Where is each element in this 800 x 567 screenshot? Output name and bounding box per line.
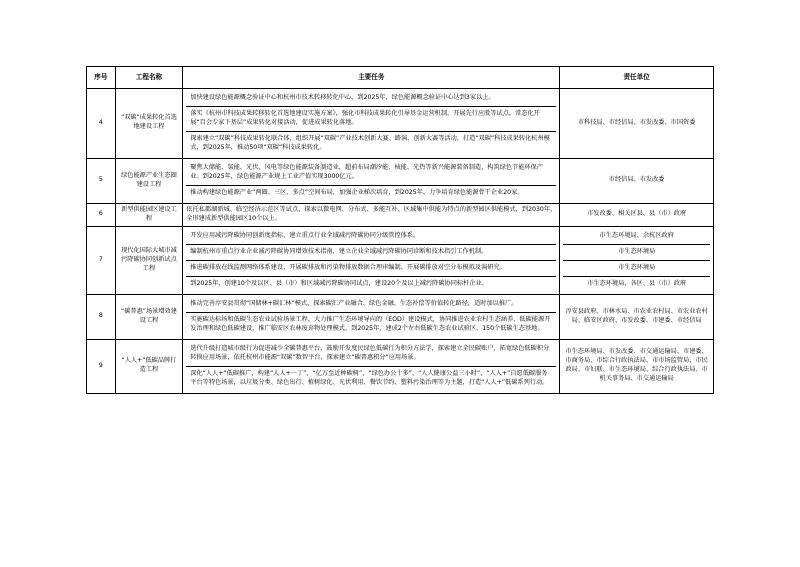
- task-item: 编制杭州市重点行业企业减污降碳协同增效技术指南，建立企业全域减污降碳协同诊断和技术指引工作机制。: [186, 244, 556, 260]
- task-item: 实施碳达标场和低碳生态农业试验场景工程，大力推广生态环境导向的（EOD）建设模式，协同推进农业农村生态涵养、低碳能源开发治理和绿色低碳建设，推广临安区农林废弃物处理模式，到2025年，建成2个左右低碳生态农业试验区，150个低碳生态基地。: [186, 312, 556, 337]
- task-item: 聚焦大储能、氢能、光伏、风电等绿色能源装备制造业，超前布局潮汐能、核能、光热等新兴能源装备制造，构筑绿色节能环保产业。到2025年，绿色能源产业规上工业产值实现3000亿元。: [190, 163, 543, 180]
- table-row: [87, 226, 714, 294]
- table-header-row: [87, 67, 714, 89]
- column-header-main-tasks: 主要任务: [183, 67, 560, 89]
- task-item: 迭代升级打造城市级行为促进减少全碳普惠平台，鼓励开发度民绿色低碳行为积分方法学，探索建立全民碳账户，拓宽绿色低碳积分转换应用场景，依托杭州市能源“双碳”数智平台，探索建立“碳普惠积分”应用场景。: [190, 344, 550, 361]
- main-tasks-cell: [183, 158, 560, 203]
- table-row: [87, 203, 714, 226]
- project-name: 现代化国际大城市减污降碳协同创新试点工程: [115, 226, 183, 294]
- task-item: 开发应用减污降碳协同创新度指标，建立重点行业全域减污降碳协同分级管控体系。: [190, 231, 420, 239]
- task-item: 加快建设绿色能源概念验证中心和杭州市技术转移转化中心，到2025年，绿色能源概念验证中心达到3家以上。: [190, 94, 495, 101]
- row-number: 5: [87, 158, 116, 203]
- row-number: 7: [87, 226, 116, 294]
- column-header-responsible-unit: 责任单位: [560, 67, 714, 89]
- main-tasks-cell: [183, 294, 560, 339]
- task-item: 到2025年，创建10个及以区、县（市）和区域减污降碳协同试点，建设20个及以上减污降碳协同标杆企业。: [186, 276, 556, 292]
- responsible-unit: 市科技局、市经信局、市发改委、市国资委: [560, 89, 714, 159]
- project-name: “双碳”成果转化首选地建设工程: [115, 89, 183, 159]
- row-number: 8: [87, 294, 116, 339]
- table-row: [87, 89, 714, 159]
- row-number: 4: [87, 89, 116, 159]
- responsible-unit: 市生态环境局: [563, 260, 710, 276]
- project-name: “碳普惠”场景增效建设工程: [115, 294, 183, 339]
- responsible-unit: 市生态环境局: [563, 244, 710, 260]
- task-item: 依托私都湖新城、临空经济示范区等试点，探索以微电网、分布式、多能互补、区域集中供能为特点的新型园区供能模式，到2030年，全形建成新型供能园区10个以上。: [183, 203, 560, 226]
- task-item: 推动完善淳安县贯彻“国储林+碳汇林”模式，探索碳汇产业融合、绿色金融、生态补偿等价值转化路径，适时加以推广。: [190, 299, 518, 307]
- project-name: 绿色能源产业生态圈建设工程: [115, 158, 183, 203]
- task-item: 落实《杭州市科技成果转移转化首选地建设实施方案》，强化市科技成果转化引导基金运营机制，开展先行应股等试点，常态化开展“百会专家下基层”成果转化对接活动，促进成果转化落地。: [186, 106, 556, 131]
- row-number: 6: [87, 203, 116, 226]
- task-item: 深化“人人+”低碳推广，构建“人人+一丁”、“亿万至近种碳树”、“绿色办公十多”、“人人健康公益三小时”、“人人+”自愿低碳服务平台等特色场景，以垃圾分类、绿色出行、植树绿化、光伏利用、餐饮节约、塑料污染治理等为主题，打造“人人+”低碳系列行动。: [186, 366, 556, 391]
- table-row: [87, 158, 714, 203]
- row-number: 9: [87, 339, 116, 393]
- responsible-unit: 市发改委、相关区县、县（市）政府: [560, 203, 714, 226]
- responsible-unit: 市经信局、市发改委: [560, 158, 714, 203]
- task-item: 推进碳排放在线监测网络体系建设，开展碳排放和污染物排放数据合理审编制、开展碳排放对空分布模拟及演研究。: [186, 260, 556, 276]
- main-tasks-cell: [183, 89, 560, 159]
- responsible-unit: 市生态环境局、市发改委、市交通运输局、市建委、市商务局、市综合行政执法局、市市场监管局、市民政局、市妇联、市生态环境局、综合行政执法局、市机关事务局、市交通运输局: [560, 339, 714, 393]
- main-tasks-cell: [183, 339, 560, 393]
- project-name: “人人+”低碳品牌打造工程: [115, 339, 183, 393]
- column-header-no: 序号: [87, 67, 116, 89]
- responsible-unit: 淳安县政府、市林水局、市农业农村局、市农业农村局、临安区政府、市发改委、市建委、市经信局: [560, 294, 714, 339]
- task-item: 推动构建绿色能源产业“两圈、三区、多点”空间布局，加强企业梯次培育，到2025年、力争培育绿色能源骨干企业20家。: [186, 185, 556, 201]
- table-container: [86, 66, 714, 394]
- implementation-projects-table: [86, 66, 714, 394]
- main-tasks-cell: [183, 226, 560, 294]
- responsible-unit: 市生态环境局、各区、县（市）政府: [563, 276, 710, 292]
- responsible-unit-cell: [560, 226, 714, 294]
- column-header-project-name: 工程名称: [115, 67, 183, 89]
- responsible-unit: 市生态环境局、余杭区政府: [599, 231, 674, 239]
- task-item: 探索建立“双碳”科技成果转化联合体，组织开展“双碳”产业技术创新大赛、路演、创新大赛等活动，打造“双碳”科技成果转化杭州模式，到2025年，推动50项“双碳”科技成果转化。: [186, 131, 556, 156]
- table-row: [87, 339, 714, 393]
- table-row: [87, 294, 714, 339]
- project-name: 新型供能园区建设工程: [115, 203, 183, 226]
